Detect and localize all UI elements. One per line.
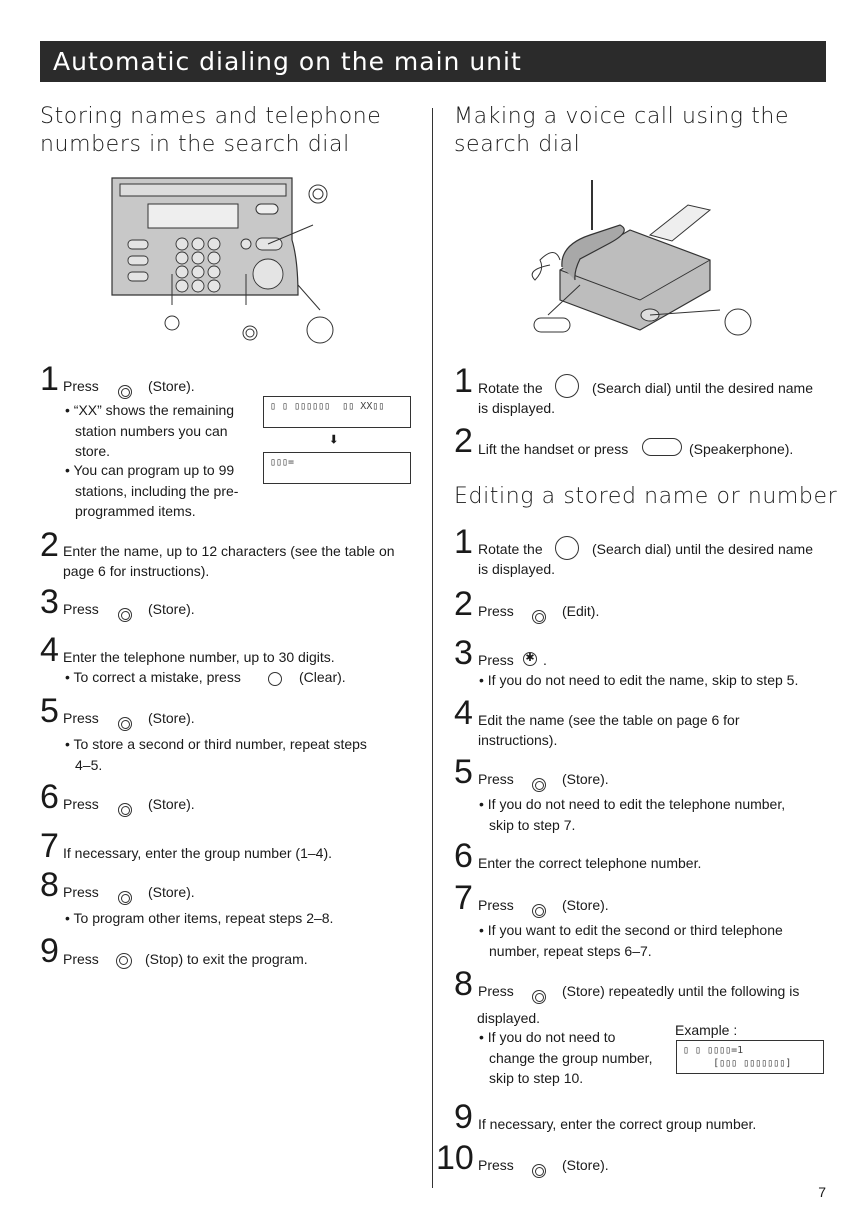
step-text: Press: [63, 378, 99, 394]
voice-call-title-line1: Making a voice call using the: [454, 104, 790, 129]
step-text: (Store).: [562, 771, 609, 787]
left-title-line1: Storing names and telephone: [40, 104, 382, 129]
store-button-icon: [118, 385, 132, 399]
step-text: Press: [478, 983, 514, 999]
step-number: 9: [454, 1098, 473, 1136]
step-number: 10: [436, 1139, 474, 1177]
step-text: (Store).: [562, 897, 609, 913]
step-text: Press: [63, 884, 99, 900]
store-button-icon: [118, 717, 132, 731]
step-text: If necessary, enter the correct group number.: [478, 1116, 757, 1132]
bullet-edit-second: • If you want to edit the second or third telephone number, repeat steps 6–7.: [479, 922, 783, 959]
column-divider: [432, 108, 433, 1188]
step-text: Press: [478, 897, 514, 913]
step-text: is displayed.: [478, 400, 556, 416]
step-text: (Search dial) until the desired name: [592, 380, 814, 396]
step-number: 2: [454, 422, 473, 460]
voice-call-title-line2: search dial: [454, 132, 581, 157]
step-text: Press: [63, 951, 99, 967]
bullet-99-stations: • You can program up to 99 stations, including the pre- programmed items.: [65, 462, 239, 519]
step-text: If necessary, enter the group number (1–4).: [63, 845, 332, 861]
bullet-skip-number: • If you do not need to edit the telephone number, skip to step 7.: [479, 796, 786, 833]
step-number: 5: [454, 753, 473, 791]
step-text: (Search dial) until the desired name: [592, 541, 814, 557]
step-text: Enter the telephone number, up to 30 digits.: [63, 649, 335, 665]
step-number: 3: [40, 583, 59, 621]
display-remaining: ▯ ▯ ▯▯▯▯▯▯ ▯▯ XX▯▯: [263, 396, 411, 428]
step-number: 5: [40, 692, 59, 730]
page-number: 7: [818, 1184, 826, 1200]
fax-panel-illustration: [108, 170, 348, 345]
step-text: Press: [478, 771, 514, 787]
step-text: (Store).: [148, 378, 195, 394]
step-text: Press: [478, 1157, 514, 1173]
store-button-icon: [118, 891, 132, 905]
bullet-other-items: • To program other items, repeat steps 2–8.: [65, 910, 334, 926]
step-number: 2: [40, 526, 59, 564]
edit-button-icon: [532, 610, 546, 624]
bullet-remaining: • “XX” shows the remaining station numbers you can store.: [65, 402, 235, 459]
step-number: 8: [454, 965, 473, 1003]
step-text: (Speakerphone).: [689, 441, 794, 457]
search-dial-icon: [555, 536, 579, 560]
step-text: (Store).: [148, 601, 195, 617]
step-text: Press: [63, 710, 99, 726]
step-number: 3: [454, 634, 473, 672]
search-dial-icon: [555, 374, 579, 398]
speakerphone-icon: [642, 438, 682, 456]
step-number: 1: [454, 523, 473, 561]
store-button-icon: [118, 803, 132, 817]
step-text: Press: [478, 603, 514, 619]
step-text: Enter the name, up to 12 characters (see the table on: [63, 543, 395, 559]
clear-button-icon: [268, 672, 282, 686]
step-text: Press: [63, 796, 99, 812]
step-text: (Store) repeatedly until the following is: [562, 983, 800, 999]
store-button-icon: [532, 1164, 546, 1178]
step-text: (Store).: [148, 884, 195, 900]
step-text: Rotate the: [478, 380, 543, 396]
step-number: 4: [454, 694, 473, 732]
step-text: instructions).: [478, 732, 558, 748]
step-text: (Edit).: [562, 603, 600, 619]
store-button-icon: [532, 990, 546, 1004]
step-text: Press: [478, 652, 514, 668]
down-arrow-icon: ➡: [327, 433, 342, 445]
bullet-second-number: • To store a second or third number, repeat steps 4–5.: [65, 736, 367, 773]
step-text: (Store).: [148, 796, 195, 812]
store-button-icon: [532, 904, 546, 918]
display-name-prompt: ▯▯▯=: [263, 452, 411, 484]
step-number: 7: [454, 879, 473, 917]
store-button-icon: [532, 778, 546, 792]
step-number: 9: [40, 932, 59, 970]
step-text: (Clear).: [299, 669, 346, 685]
step-text: Enter the correct telephone number.: [478, 855, 702, 871]
step-number: 6: [454, 837, 473, 875]
section-banner: Automatic dialing on the main unit: [40, 41, 826, 82]
bullet-clear: • To correct a mistake, press: [65, 669, 241, 685]
step-text: Lift the handset or press: [478, 441, 629, 457]
step-number: 8: [40, 866, 59, 904]
step-number: 2: [454, 585, 473, 623]
step-text: .: [543, 652, 547, 668]
fax-machine-illustration: [520, 175, 765, 340]
step-text: displayed.: [477, 1010, 541, 1026]
example-label: Example :: [675, 1022, 738, 1038]
step-number: 1: [40, 360, 59, 398]
step-number: 6: [40, 778, 59, 816]
step-text: (Store).: [148, 710, 195, 726]
step-number: 7: [40, 827, 59, 865]
display-group: ▯ ▯ ▯▯▯▯=1 [▯▯▯ ▯▯▯▯▯▯▯]: [676, 1040, 824, 1074]
step-number: 1: [454, 362, 473, 400]
step-number: 4: [40, 631, 59, 669]
store-button-icon: [118, 608, 132, 622]
step-text: (Stop) to exit the program.: [145, 951, 308, 967]
stop-button-icon: [116, 953, 132, 969]
star-key-icon: ✱: [523, 652, 537, 666]
editing-title: Editing a stored name or number: [454, 484, 838, 509]
step-text: is displayed.: [478, 561, 556, 577]
step-text: Edit the name (see the table on page 6 for: [478, 712, 740, 728]
bullet-skip-name: • If you do not need to edit the name, skip to step 5.: [479, 672, 799, 688]
step-text: Press: [63, 601, 99, 617]
step-text: page 6 for instructions).: [63, 563, 210, 579]
step-text: (Store).: [562, 1157, 609, 1173]
step-text: Rotate the: [478, 541, 543, 557]
left-title-line2: numbers in the search dial: [40, 132, 350, 157]
bullet-skip-group: • If you do not need to change the group number, skip to step 10.: [479, 1029, 653, 1086]
